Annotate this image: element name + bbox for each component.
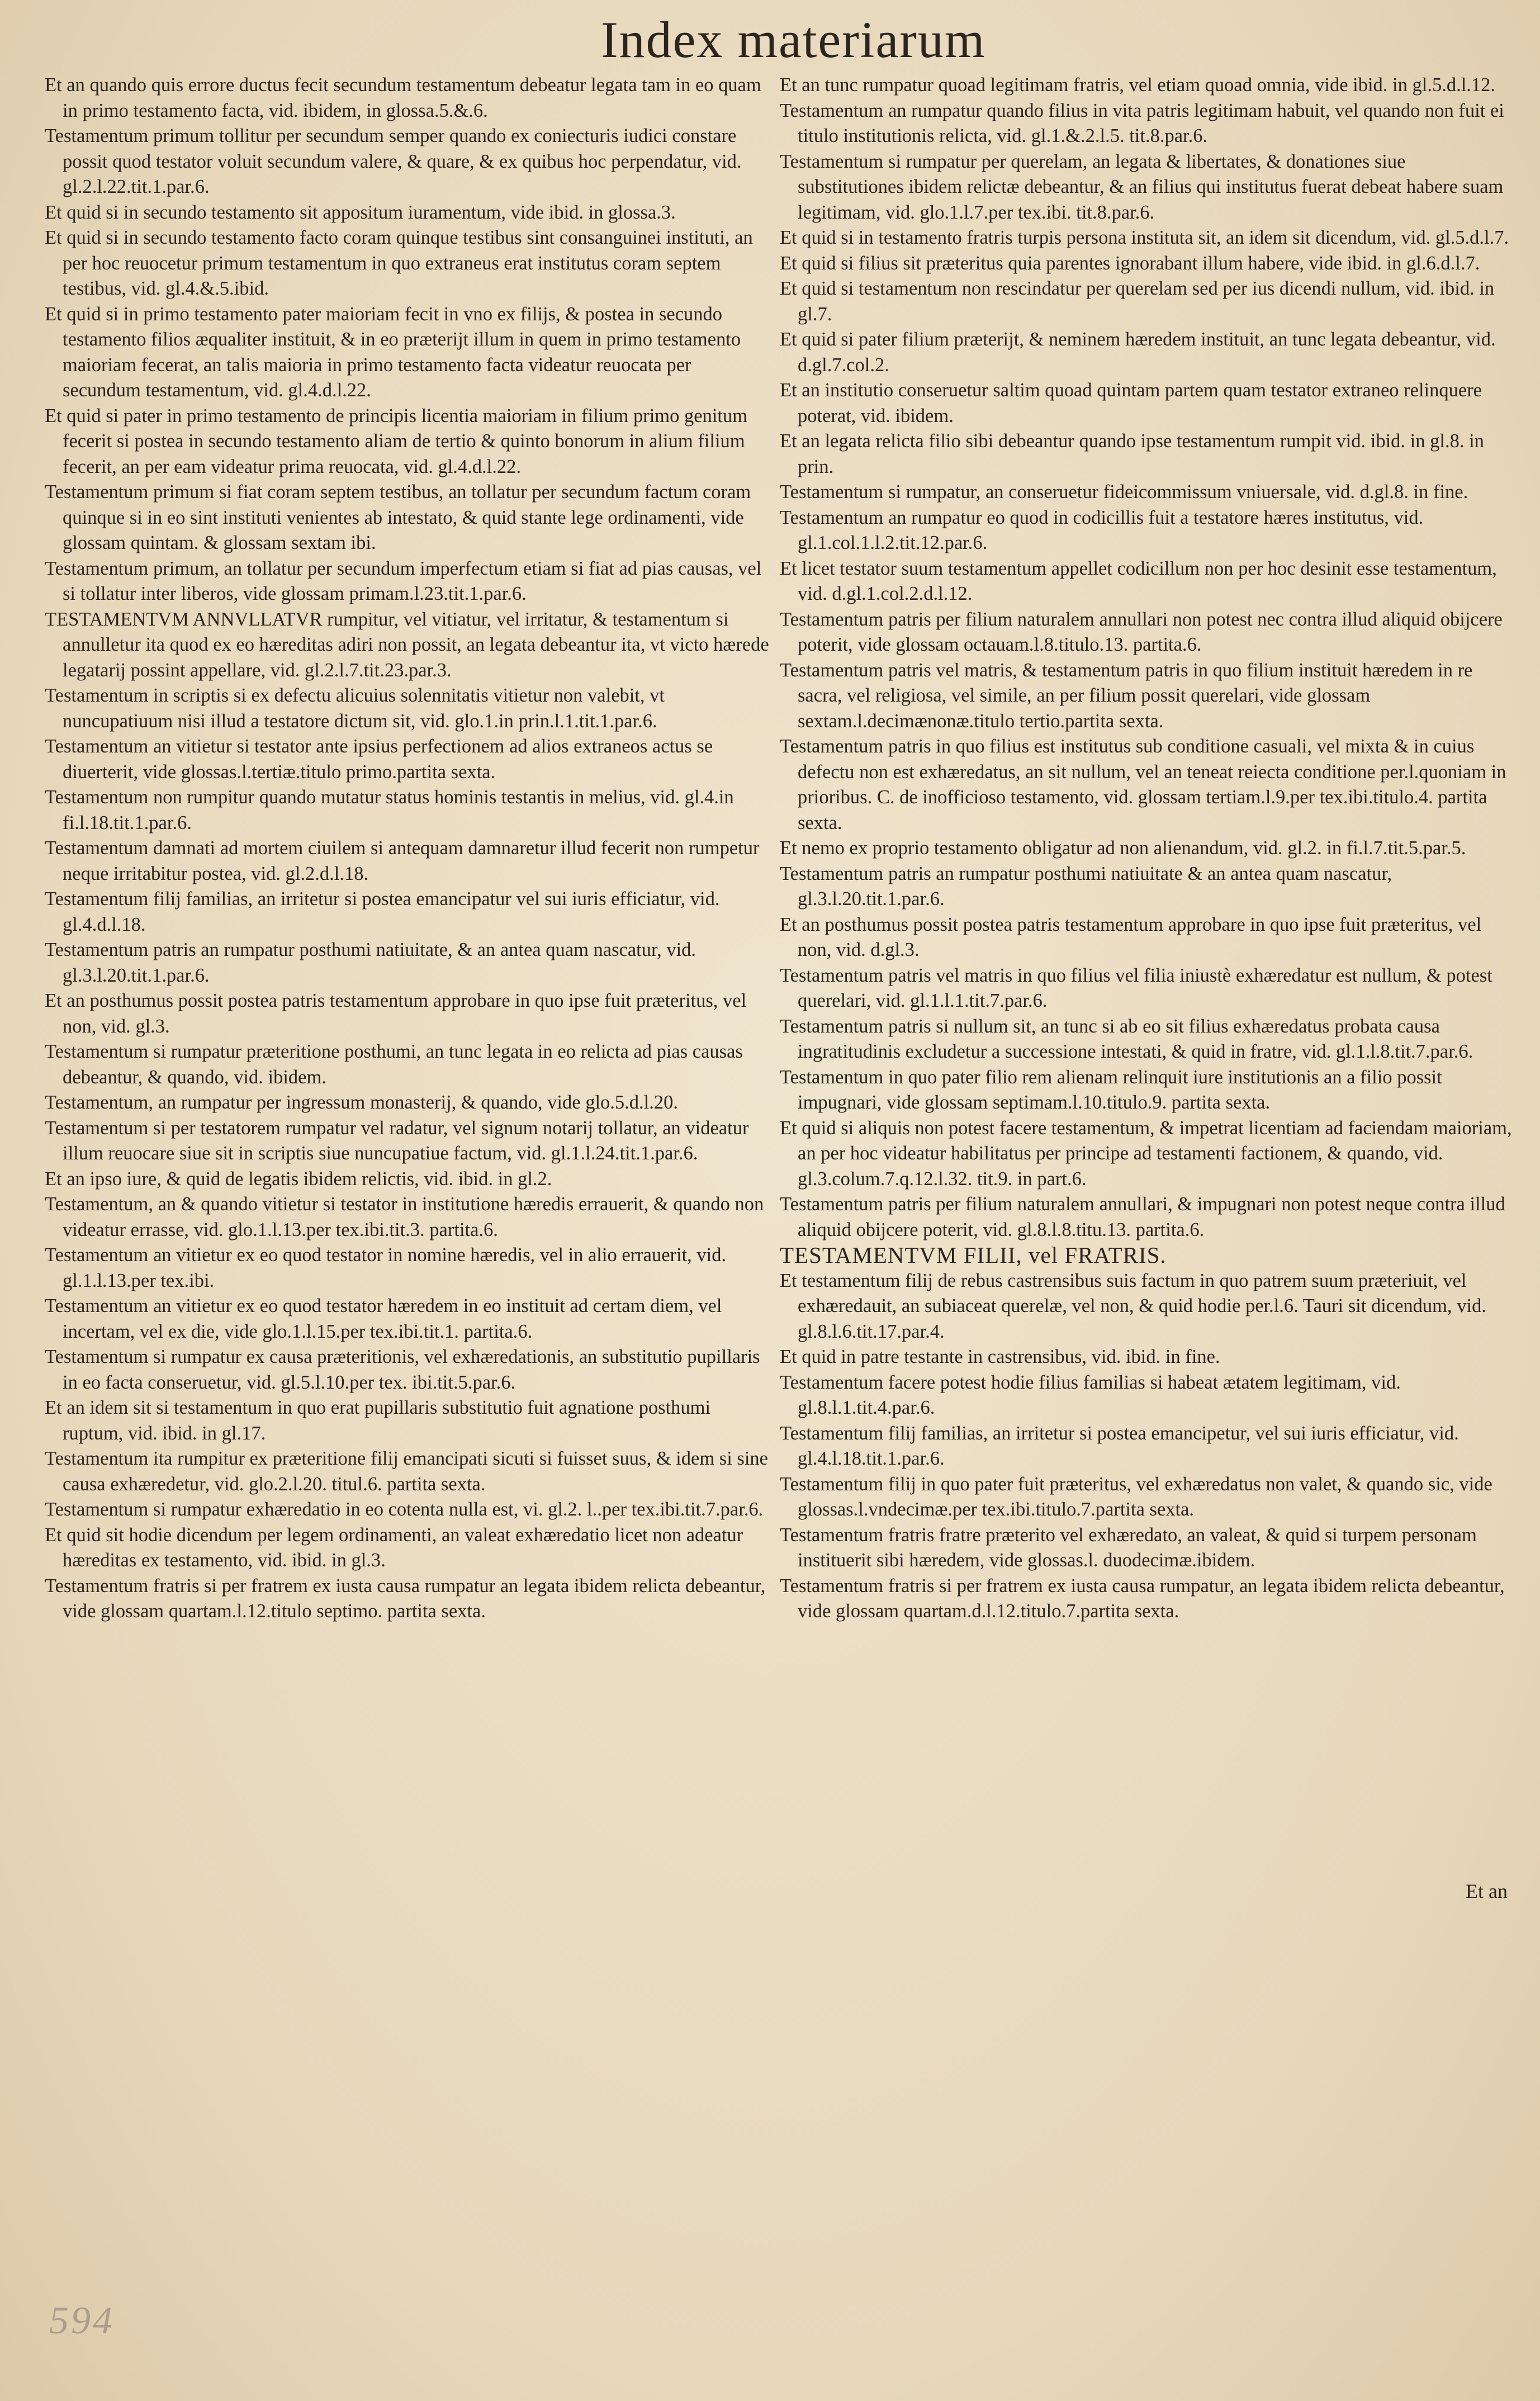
index-entry: Et nemo ex proprio testamento obligatur ad non alienandum, vid. gl.2. in fi.l.7.tit.5.par.5. (780, 837, 1466, 859)
index-entry: Testamentum filij familias, an irritetur si postea emancipatur vel sui iuris efficiatur, vid. gl.4.d.l.18. (45, 888, 720, 935)
index-entry: Testamentum an vitietur si testator ante ipsius perfectionem ad alios extraneos actus se diuerterit, vide glossas.l.tertiæ.titulo primo.partita sexta. (45, 736, 713, 783)
index-entry: TESTAMENTVM ANNVLLATVR rumpitur, vel vitiatur, vel irritatur, & testamentum si annulletur ita quod ex eo hæreditas adiri non possit, an legata debeantur ita, vt victo hærede legatarij possint appellare, vid. gl.2.l.7.tit.23.par.3. (45, 608, 769, 681)
index-entry: Testamentum patris per filium naturalem annullari non potest nec contra illud aliquid obijcere poterit, vide glossam octauam.l.8.titulo.13. partita.6. (780, 608, 1503, 655)
index-entry: Et an tunc rumpatur quoad legitimam fratris, vel etiam quoad omnia, vide ibid. in gl.5.d.l.12. (780, 74, 1496, 96)
index-entry: Et an idem sit si testamentum in quo erat pupillaris substitutio fuit agnatione posthumi ruptum, vid. ibid. in gl.17. (45, 1397, 711, 1444)
index-entry: Testamentum in scriptis si ex defectu alicuius solennitatis vitietur non valebit, vt nuncupatiuum nisi illud a testatore dictum sit, vid. glo.1.in prin.l.1.tit.1.par.6. (45, 685, 665, 732)
index-entry: Testamentum primum tollitur per secundum semper quando ex coniecturis iudici constare possit quod testator voluit secundum valere, & quare, & ex quibus hoc perpendatur, vid. gl.2.l.22.tit.1.par.6. (45, 125, 742, 197)
index-entry: Testamentum si rumpatur, an conseruetur fideicommissum vniuersale, vid. d.gl.8. in fine. (780, 481, 1468, 503)
index-entry: Testamentum an rumpatur quando filius in vita patris legitimam habuit, vel quando non fuit ei titulo institutionis relicta, vid. gl.1.&.2.l.5. tit.8.par.6. (780, 100, 1504, 146)
index-entry: Testamentum primum, an tollatur per secundum imperfectum etiam si fiat ad pias causas, vel si tollatur inter liberos, vide glossam primam.l.23.tit.1.par.6. (45, 557, 762, 604)
index-entry: Testamentum non rumpitur quando mutatur status hominis testantis in melius, vid. gl.4.in fi.l.18.tit.1.par.6. (45, 787, 734, 834)
right-column (780, 73, 1512, 2225)
index-entry: Testamentum patris si nullum sit, an tunc si ab eo sit filius exhæredatus probata causa ingratitudinis excludetur a successione intestati, & quid in fratre, vid. gl.1.l.8.tit.7.par.6. (780, 1015, 1473, 1062)
catchword: Et an (1466, 1880, 1508, 1902)
index-entry: Testamentum primum si fiat coram septem testibus, an tollatur per secundum factum coram quinque si in eo sint instituti venientes ab intestato, & quid stante lege ordinamenti, vide glossam quintam. & glossam sextam ibi. (45, 481, 751, 553)
index-entry: Et an legata relicta filio sibi debeantur quando ipse testamentum rumpit vid. ibid. in gl.8. in prin. (780, 430, 1484, 477)
page-header (0, 10, 1540, 68)
section-heading: TESTAMENTVM FILII, vel FRATRIS. (780, 1242, 1167, 1268)
handwritten-folio-number: 594 (49, 2299, 115, 2342)
index-entry: Et quid sit hodie dicendum per legem ordinamenti, an valeat exhæredatio licet non adeatur hæreditas ex testamento, vid. ibid. in gl.3. (45, 1524, 743, 1571)
index-entry: Testamentum filij in quo pater fuit præteritus, vel exhæredatus non valet, & quando sic, vide glossas.l.vndecimæ.per tex.ibi.titulo.7.partita sexta. (780, 1473, 1492, 1520)
index-entry: Testamentum si rumpatur per querelam, an legata & libertates, & donationes siue substitutiones ibidem relictæ debeantur, & an filius qui institutus fuerat debeat habere suam legitimam, vid. glo.1.l.7.per tex.ibi. tit.8.par.6. (780, 150, 1504, 223)
index-entry: Et quid si pater in primo testamento de principis licentia maioriam in filium primo genitum fecerit si postea in secundo testamento aliam de tertio & quinto bonorum in alium filium fecerit, an per eam videatur prima reuocata, vid. gl.4.d.l.22. (45, 405, 748, 477)
left-column (45, 73, 774, 2225)
index-entry: Testamentum si rumpatur exhæredatio in eo cotenta nulla est, vi. gl.2. l..per tex.ibi.tit.7.par.6. (45, 1499, 764, 1520)
index-entry: Testamentum si rumpatur præteritione posthumi, an tunc legata in eo relicta ad pias causas debeantur, & quando, vid. ibidem. (45, 1041, 743, 1088)
index-entry: Et quid si in primo testamento pater maioriam fecit in vno ex filijs, & postea in secundo testamento filios æqualiter instituit, & in eo præterijt illum in quem in primo testamento maioriam fecerat, an talis maioria in primo testamento facta videatur reuocata per secundum testamentum, vid. gl.4.d.l.22. (45, 303, 741, 401)
index-entry: Et quid si testamentum non rescindatur per querelam sed per ius dicendi nullum, vid. ibid. in gl.7. (780, 278, 1495, 325)
index-entry: Testamentum damnati ad mortem ciuilem si antequam damnaretur illud fecerit non rumpetur neque irritabitur postea, vid. gl.2.d.l.18. (45, 837, 760, 884)
index-entry: Testamentum an vitietur ex eo quod testator hæredem in eo instituit ad certam diem, vel incertam, vel ex die, vide glo.1.l.15.per tex.ibi.tit.1. partita.6. (45, 1295, 722, 1342)
index-entry: Testamentum si per testatorem rumpatur vel radatur, vel signum notarij tollatur, an videatur illum reuocare siue sit in scriptis siue nuncupatiue factum, vid. gl.1.l.24.tit.1.par.6. (45, 1117, 749, 1164)
index-entry: Testamentum patris an rumpatur posthumi natiuitate, & an antea quam nascatur, vid. gl.3.l.20.tit.1.par.6. (45, 939, 696, 986)
index-entry: Testamentum facere potest hodie filius familias si habeat ætatem legitimam, vid. gl.8.l.1.tit.4.par.6. (780, 1371, 1401, 1418)
index-entry: Testamentum an vitietur ex eo quod testator in nomine hæredis, vel in alio errauerit, vid. gl.1.l.13.per tex.ibi. (45, 1244, 727, 1291)
index-entry: Testamentum ita rumpitur ex præteritione filij emancipati sicuti si fuisset suus, & idem si sine causa exhæredetur, vid. glo.2.l.20. titul.6. partita sexta. (45, 1448, 768, 1495)
index-entry: Et an posthumus possit postea patris testamentum approbare in quo ipse fuit præteritus, vel non, vid. d.gl.3. (780, 913, 1482, 960)
index-entry: Et an quando quis errore ductus fecit secundum testamentum debeatur legata tam in eo quam in primo testamento facta, vid. ibidem, in glossa.5.&.6. (45, 74, 761, 121)
index-entry: Et quid si filius sit præteritus quia parentes ignorabant illum habere, vide ibid. in gl.6.d.l.7. (780, 252, 1480, 274)
index-entry: Testamentum fratris si per fratrem ex iusta causa rumpatur, an legata ibidem relicta debeantur, vide glossam quartam.d.l.12.titulo.7.partita sexta. (780, 1575, 1505, 1622)
index-entry: Testamentum si rumpatur ex causa præteritionis, vel exhæredationis, an substitutio pupillaris in eo facta conseruetur, vid. gl.5.l.10.per tex. ibi.tit.5.par.6. (45, 1346, 760, 1393)
index-entry: Testamentum fratris si per fratrem ex iusta causa rumpatur an legata ibidem relicta debeantur, vide glossam quartam.l.12.titulo septimo. partita sexta. (45, 1575, 766, 1622)
index-entry: Et an institutio conseruetur saltim quoad quintam partem quam testator extraneo relinquere poterat, vid. ibidem. (780, 380, 1482, 427)
index-entry: Testamentum fratris fratre præterito vel exhæredato, an valeat, & quid si turpem personam instituerit sibi hæredem, vide glossas.l. duodecimæ.ibidem. (780, 1524, 1477, 1571)
index-entry: Et an ipso iure, & quid de legatis ibidem relictis, vid. ibid. in gl.2. (45, 1168, 552, 1190)
index-entry: Testamentum in quo pater filio rem alienam relinquit iure institutionis an a filio possit impugnari, vide glossam septimam.l.10.titulo.9. partita sexta. (780, 1066, 1442, 1113)
index-entry: Testamentum patris per filium naturalem annullari, & impugnari non potest neque contra illud aliquid obijcere poterit, vid. gl.8.l.8.titu.13. partita.6. (780, 1194, 1505, 1240)
index-entry: Testamentum patris vel matris, & testamentum patris in quo filium instituit hæredem in re sacra, vel religiosa, vel simile, an per filium possit querelari, vide glossam sextam.l.decimænonæ.titulo tertio.partita sexta. (780, 659, 1473, 732)
index-entry: Et quid si aliquis non potest facere testamentum, & impetrat licentiam ad faciendam maioriam, an per hoc videatur habilitatus per principe ad testamenti factionem, & quando, vid. gl.3.colum.7.q.12.l.32. tit.9. in part.6. (780, 1117, 1512, 1190)
index-entry: Testamentum patris an rumpatur posthumi natiuitate & an antea quam nascatur, gl.3.l.20.tit.1.par.6. (780, 863, 1392, 910)
page-title: Index materiarum (601, 11, 986, 68)
index-entry: Et quid in patre testante in castrensibus, vid. ibid. in fine. (780, 1346, 1220, 1367)
index-entry: Testamentum an rumpatur eo quod in codicillis fuit a testatore hæres institutus, vid. gl.1.col.1.l.2.tit.12.par.6. (780, 506, 1424, 553)
index-entry: Testamentum, an rumpatur per ingressum monasterij, & quando, vide glo.5.d.l.20. (45, 1092, 678, 1113)
index-entry: Et quid si in testamento fratris turpis persona instituta sit, an idem sit dicendum, vid. gl.5.d.l.7. (780, 227, 1509, 248)
index-entry: Testamentum filij familias, an irritetur si postea emancipetur, vel sui iuris efficiatur, vid. gl.4.l.18.tit.1.par.6. (780, 1422, 1459, 1469)
index-entry: Testamentum patris in quo filius est institutus sub conditione casuali, vel mixta & in cuius defectu non est exhæredatus, an sit nullum, vel an teneat reiecta conditione per.l.quoniam in prioribus. C. de inofficioso testamento, vid. glossam tertiam.l.9.per tex.ibi.titulo.4. partita sexta. (780, 736, 1506, 834)
index-entry: Testamentum, an & quando vitietur si testator in institutione hæredis errauerit, & quando non videatur errasse, vid. glo.1.l.13.per tex.ibi.tit.3. partita.6. (45, 1194, 764, 1240)
index-entry: Et testamentum filij de rebus castrensibus suis factum in quo patrem suum præteriuit, vel exhæredauit, an subiaceat querelæ, vel non, & quid hodie per.l.6. Tauri sit dicendum, vid. gl.8.l.6.tit.17.par.4. (780, 1270, 1486, 1342)
index-entry: Et quid si in secundo testamento facto coram quinque testibus sint consanguinei instituti, an per hoc reuocetur primum testamentum in quo extraneus erat institutus coram septem testibus, vid. gl.4.&.5.ibid. (45, 227, 753, 299)
index-entry: Et quid si pater filium præterijt, & neminem hæredem instituit, an tunc legata debeantur, vid. d.gl.7.col.2. (780, 329, 1496, 376)
index-entry: Et licet testator suum testamentum appellet codicillum non per hoc desinit esse testamentum, vid. d.gl.1.col.2.d.l.12. (780, 557, 1497, 604)
index-entry: Testamentum patris vel matris in quo filius vel filia iniustè exhæredatur est nullum, & potest querelari, vid. gl.1.l.1.tit.7.par.6. (780, 964, 1492, 1011)
index-entry: Et quid si in secundo testamento sit appositum iuramentum, vide ibid. in glossa.3. (45, 201, 676, 223)
index-entry: Et an posthumus possit postea patris testamentum approbare in quo ipse fuit præteritus, vel non, vid. gl.3. (45, 990, 747, 1037)
